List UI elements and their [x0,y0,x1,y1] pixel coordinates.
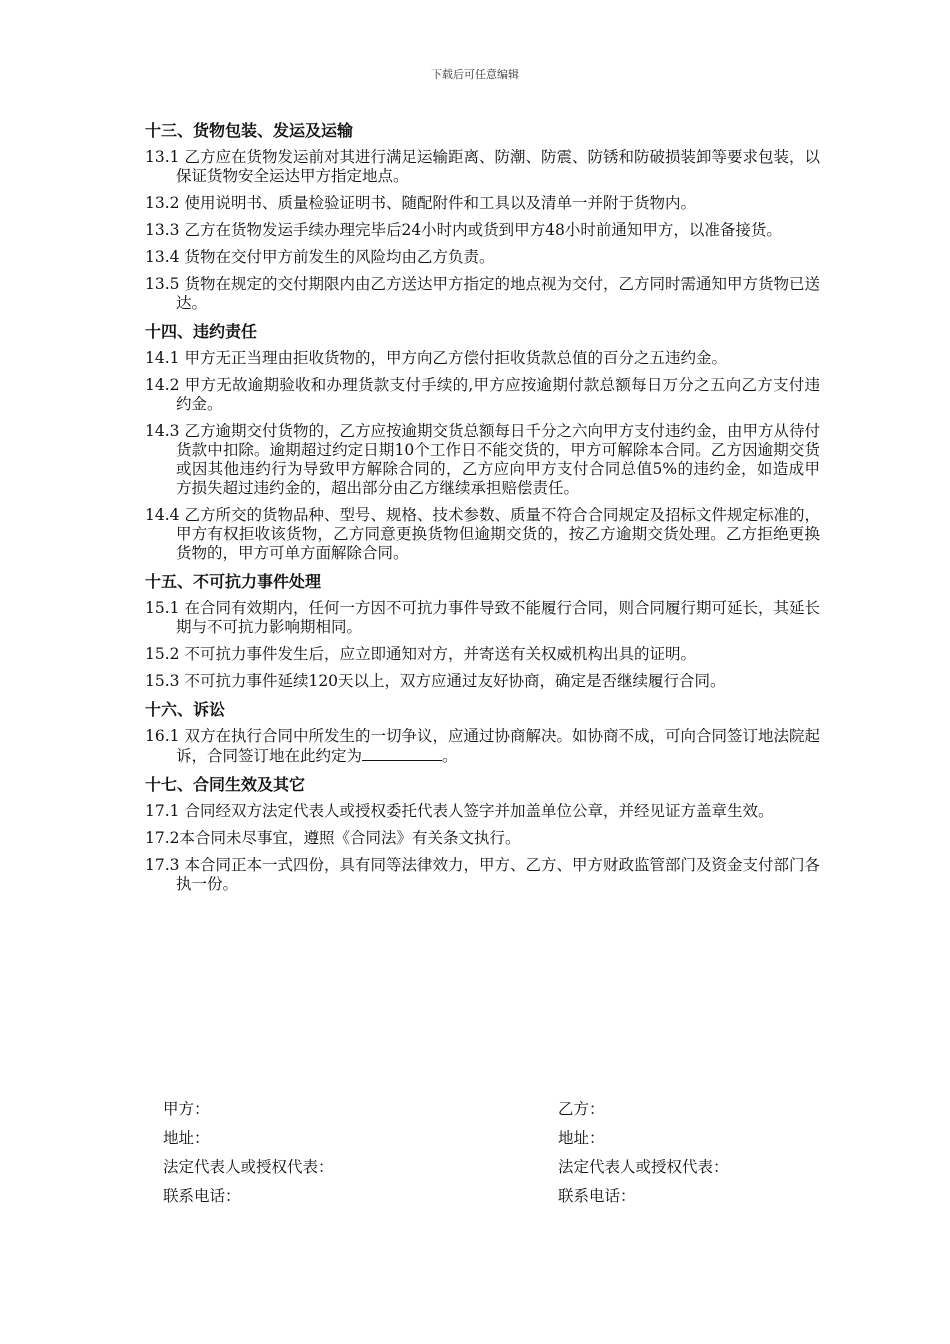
clause-text: 在合同有效期内，任何一方因不可抗力事件导致不能履行合同，则合同履行期可延长，其延长期与不可抗力影响期相同。 [176,599,820,636]
clause-text: 使用说明书、质量检验证明书、随配附件和工具以及清单一并附于货物内。 [184,194,696,212]
clause-text: 本合同正本一式四份，具有同等法律效力，甲方、乙方、甲方财政监管部门及资金支付部门各执一份。 [176,856,820,893]
clause-suffix: 。 [442,747,458,765]
clause-text: 货物在交付甲方前发生的风险均由乙方负责。 [184,248,495,266]
contract-body [145,120,820,902]
fill-in-blank[interactable] [362,746,442,761]
clause-text: 双方在执行合同中所发生的一切争议，应通过协商解决。如协商不成，可向合同签订地法院起诉，合同签订地在此约定为 [176,727,820,765]
clause [145,349,820,368]
clause-number: 13.1 [145,148,180,166]
clause-number: 15.2 [145,645,180,663]
clause-number: 13.3 [145,221,180,239]
clause [145,275,820,313]
clause [145,221,820,240]
clause-text: 甲方无正当理由拒收货物的，甲方向乙方偿付拒收货款总值的百分之五违约金。 [184,349,727,367]
clause-number: 15.1 [145,599,180,617]
clause-text: 甲方无故逾期验收和办理货款支付手续的,甲方应按逾期付款总额每日万分之五向乙方支付违约金。 [176,376,820,413]
party-a-representative-label: 法定代表人或授权代表： [163,1158,334,1176]
clause [145,422,820,498]
clause-number: 13.2 [145,194,180,212]
clause-text: 合同经双方法定代表人或授权委托代表人签字并加盖单位公章，并经见证方盖章生效。 [184,802,774,820]
clause-text: 乙方应在货物发运前对其进行满足运输距离、防潮、防震、防锈和防破损装卸等要求包装，以保证货物安全运达甲方指定地点。 [176,148,820,185]
clause [145,829,820,848]
clause-number: 14.3 [145,422,180,440]
party-b-representative-label: 法定代表人或授权代表： [558,1158,729,1176]
party-a-address-label: 地址： [163,1129,210,1147]
section-title: 十五、不可抗力事件处理 [145,572,322,591]
clause-text: 货物在规定的交付期限内由乙方送达甲方指定的地点视为交付，乙方同时需通知甲方货物已送达。 [176,275,820,312]
party-a-signature [163,1095,463,1211]
clause-text: 乙方在货物发运手续办理完毕后24小时内或货到甲方48小时前通知甲方，以准备接货。 [184,221,782,239]
clause [145,148,820,186]
clause [145,376,820,414]
clause-text: 乙方逾期交付货物的，乙方应按逾期交货总额每日千分之六向甲方支付违约金，由甲方从待付货款中扣除。逾期超过约定日期10个工作日不能交货的，甲方可解除本合同。乙方因逾期交货或因其他违约行为导致甲方解除合同的，乙方应向甲方支付合同总值5%的违约金，如造成甲方损失超过违约金的，超出部分由乙方继续承担赔偿责任。 [176,422,820,497]
clause [145,802,820,821]
clause-text: 本合同未尽事宜，遵照《合同法》有关条文执行。 [179,829,521,847]
party-b-address-label: 地址： [558,1129,605,1147]
clause-number: 14.2 [145,376,180,394]
clause [145,599,820,637]
section-title: 十六、诉讼 [145,700,226,719]
party-a-phone-label: 联系电话： [163,1187,241,1205]
clause-number: 14.1 [145,349,180,367]
clause-number: 14.4 [145,506,180,524]
clause-text: 不可抗力事件发生后，应立即通知对方，并寄送有关权威机构出具的证明。 [184,645,696,663]
clause [145,727,820,766]
clause-text: 不可抗力事件延续120天以上，双方应通过友好协商，确定是否继续履行合同。 [184,672,726,690]
clause-number: 13.5 [145,275,180,293]
signature-block [163,1095,803,1211]
section-title: 十四、违约责任 [145,322,258,341]
clause-number: 17.3 [145,856,180,874]
header-note: 下载后可任意编辑 [431,68,519,81]
section-title: 十三、货物包装、发运及运输 [145,121,354,140]
clause [145,194,820,213]
party-b-phone-label: 联系电话： [558,1187,636,1205]
clause [145,506,820,563]
clause-number: 17.1 [145,802,180,820]
clause-number: 15.3 [145,672,180,690]
clause-text: 乙方所交的货物品种、型号、规格、技术参数、质量不符合合同规定及招标文件规定标准的，甲方有权拒收该货物，乙方同意更换货物但逾期交货的，按乙方逾期交货处理。乙方拒绝更换货物的，甲方可单方面解除合同。 [176,506,820,562]
party-a-name-label: 甲方： [163,1100,210,1118]
clause [145,645,820,664]
party-b-name-label: 乙方： [558,1100,605,1118]
section-title: 十七、合同生效及其它 [145,775,306,794]
clause-number: 13.4 [145,248,180,266]
party-b-signature [558,1095,803,1211]
clause [145,248,820,267]
clause-number: 17.2 [145,829,180,847]
clause-number: 16.1 [145,727,180,745]
clause [145,856,820,894]
clause [145,672,820,691]
